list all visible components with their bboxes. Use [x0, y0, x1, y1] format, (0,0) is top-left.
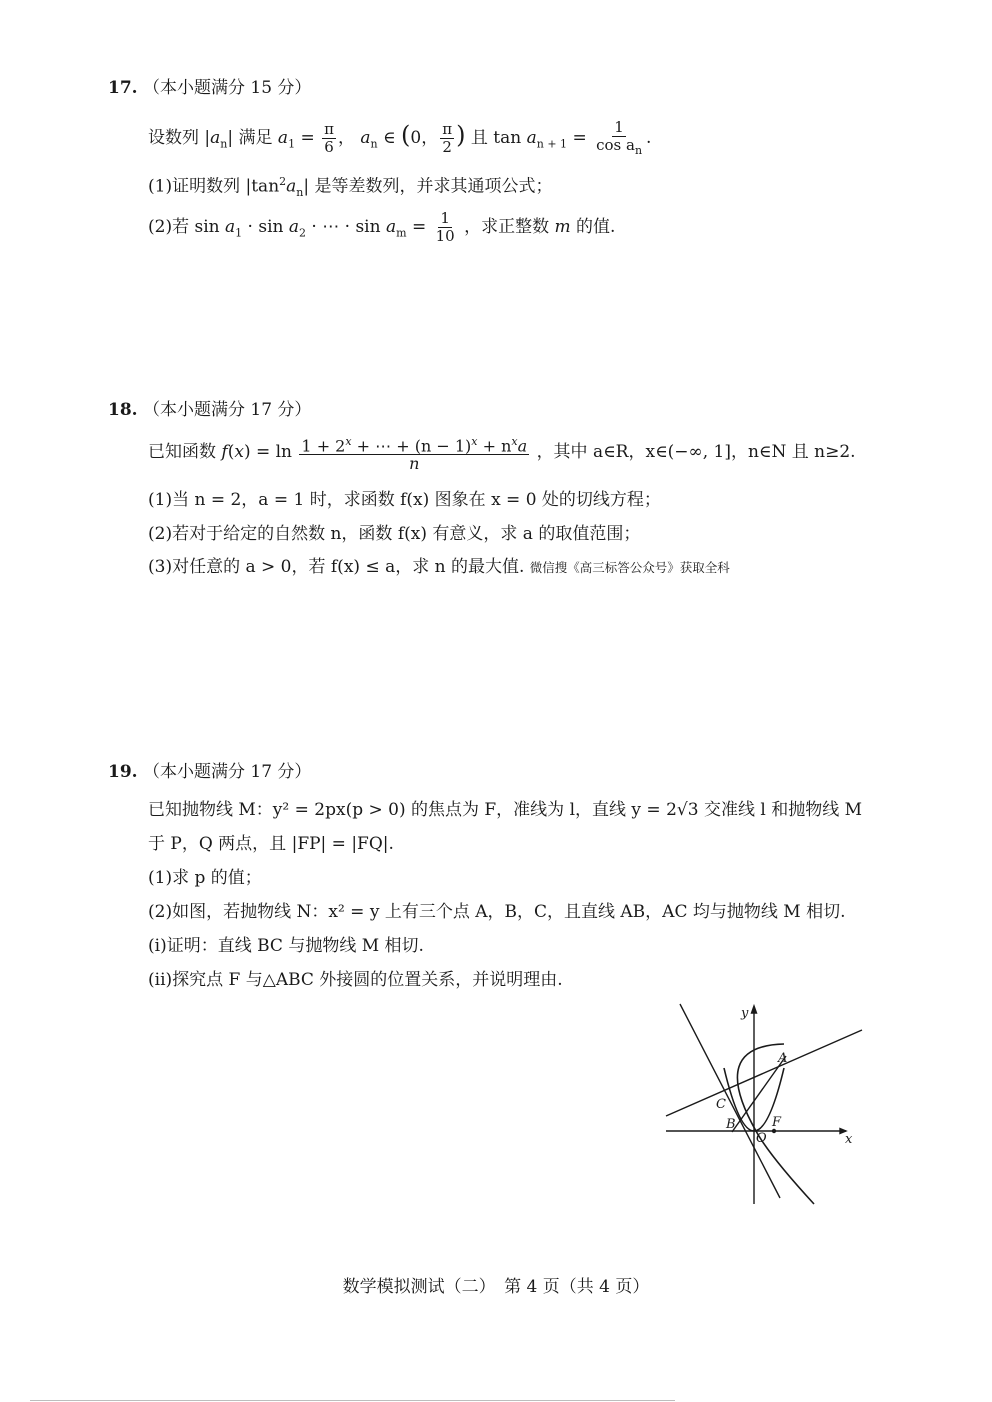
- line-BC: [680, 1004, 780, 1198]
- q19-line2: 于 P，Q 两点，且 |FP| = |FQ|.: [148, 834, 394, 854]
- label-y: y: [741, 1006, 749, 1021]
- q19-score: （本小题满分 17 分）: [142, 762, 312, 782]
- frac-1-cos: $\frac{1}{\cos a_n}$: [596, 117, 643, 157]
- q17-score: （本小题满分 15 分）: [142, 78, 312, 98]
- q18-number: 18.: [108, 400, 138, 420]
- page-footer: 数学模拟测试（二） 第 4 页（共 4 页）: [342, 1277, 650, 1297]
- q17-part2: (2)若 $\sin a_1 \cdot \sin a_2$ · ⋯ · $\sin a_m$ = $\frac{1}{10}$ ，求正整数 m 的值.: [148, 209, 616, 245]
- q19-part2: (2)如图，若抛物线 N：x² = y 上有三个点 A，B，C，且直线 AB，AC 均与抛物线 M 相切.: [148, 902, 846, 922]
- line-AC: [666, 1030, 862, 1116]
- label-C: C: [716, 1097, 726, 1112]
- q18-score: （本小题满分 17 分）: [142, 400, 312, 420]
- q18-part3: (3)对任意的 a > 0，若 f(x) ≤ a，求 n 的最大值. 微信搜《高三标答公众号》获取全科: [148, 557, 730, 577]
- label-B: B: [726, 1117, 736, 1132]
- parabola-figure: [662, 998, 872, 1210]
- label-x: x: [845, 1132, 853, 1147]
- label-A: A: [778, 1051, 788, 1066]
- q19-part1: (1)求 p 的值；: [148, 868, 262, 888]
- q18-part2: (2)若对于给定的自然数 n，函数 f(x) 有意义，求 a 的取值范围；: [148, 524, 641, 544]
- q19-line1: 已知抛物线 M：y² = 2px(p > 0) 的焦点为 F，准线为 l，直线 y = 2√3 交准线 l 和抛物线 M: [148, 800, 863, 820]
- frac-pi-6: $\frac{\pi}{6}$: [324, 120, 334, 156]
- frac-1-10: $\frac{1}{10}$: [435, 209, 455, 245]
- q18-header: [108, 398, 311, 422]
- q19-part2i: (i)证明：直线 BC 与抛物线 M 相切.: [148, 936, 424, 956]
- q17-number: 17.: [108, 78, 138, 98]
- bottom-divider: [30, 1400, 675, 1401]
- q18-stem: 已知函数 f(x) = ln $\frac{1 + 2^x + \cdots + (n - 1)^x + n^xa}{n}$ ，其中 a∈R，x∈(−∞, 1]，n∈N 且 n≥2.: [148, 434, 856, 474]
- q17-part1: (1)证明数列 $|\tan^2a_n|$ 是等差数列，并求其通项公式；: [148, 175, 553, 200]
- q17-stem-text-2: 满足: [238, 128, 273, 148]
- q19-part2ii: (ii)探究点 F 与△ABC 外接圆的位置关系，并说明理由.: [148, 970, 563, 990]
- q17-header: [108, 76, 311, 100]
- q18-part1: (1)当 n = 2，a = 1 时，求函数 f(x) 图象在 x = 0 处的切线方程；: [148, 490, 661, 510]
- wechat-note: 微信搜《高三标答公众号》获取全科: [529, 560, 730, 575]
- q19-number: 19.: [108, 762, 138, 782]
- q17-stem: 设数列 $|a_n|$ 满足 $a_1$ = $\frac{\pi}{6}$ ， $a_n$ ∈ (0， $\frac{\pi}{2}$ ) 且 $\tan a_{n + 1}$ = $\frac{1}{\cos a_n}$ .: [148, 117, 652, 157]
- q17-stem-text-3: 且 tan: [470, 128, 522, 148]
- y-axis-arrow: [752, 1006, 757, 1013]
- label-O: O: [756, 1131, 767, 1146]
- frac-pi-2: $\frac{\pi}{2}$: [442, 120, 453, 156]
- q17-stem-text: 设数列: [148, 128, 199, 148]
- frac-f-def: $\frac{1 + 2^x + \cdots + (n - 1)^x + n^xa}{n}$: [301, 434, 528, 474]
- label-F: F: [772, 1115, 782, 1130]
- q19-header: [108, 760, 311, 784]
